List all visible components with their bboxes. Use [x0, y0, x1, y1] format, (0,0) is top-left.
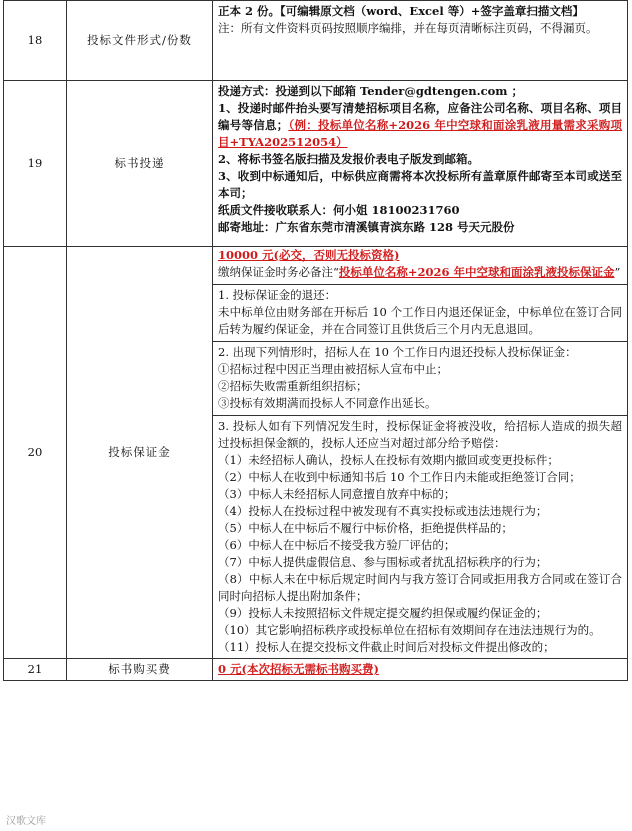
table-row — [4, 1, 628, 81]
deposit-remark — [218, 264, 622, 281]
list-item: （8）中标人未在中标后规定时间内与我方签订合同或拒用我方合同或在签订合同时向招标人提出附加条件； — [218, 572, 622, 603]
deposit-remark-required: 投标单位名称+2026 年中空球和面涂乳液投标保证金 — [338, 265, 615, 279]
row-content — [213, 247, 628, 659]
row-content — [213, 659, 628, 681]
refund-title: 1. 投标保证金的退还： — [218, 288, 337, 302]
list-item: （11）投标人在提交投标文件截止时间后对投标文件提出修改的； — [218, 640, 555, 654]
table-row — [4, 659, 628, 681]
list-item: （3）中标人未经招标人同意擅自放弃中标的； — [218, 487, 456, 501]
row-number: 20 — [4, 247, 67, 659]
list-item: ③投标有效期满而投标人不同意作出延长。 — [218, 396, 437, 410]
contact-person: 纸质文件接收联系人：何小姐 18100231760 — [218, 203, 460, 217]
list-item: （2）中标人在收到中标通知书后 10 个工作日内未能或拒绝签订合同； — [218, 470, 581, 484]
mail-originals-rule: 3、收到中标通知后，中标供应商需将本次投标所有盖章原件邮寄至本司或送至本司； — [218, 169, 622, 200]
deposit-amount-block — [213, 247, 627, 281]
email-subject-text: 1、投递时邮件抬头要写清楚招标项目名称，应备注公司名称、项目名称、项目编号等信息； — [218, 101, 622, 132]
deposit-amount: 10000 元(必交，否则无投标资格) — [218, 248, 400, 262]
row-number: 18 — [4, 1, 67, 81]
forfeiture-title: 3. 投标人如有下列情况发生时，投标保证金将被没收，给招标人造成的损失超过投标担保金额的，投标人还应当对超过部分给予赔偿： — [218, 419, 622, 450]
list-item: ②招标失败需重新组织招标； — [218, 379, 368, 393]
row-number: 19 — [4, 81, 67, 247]
refund-body: 未中标单位由财务部在开标后 10 个工作日内退还保证金，中标单位在签订合同后转为履约保证金，并在合同签订且供货后三个月内无息退回。 — [218, 305, 622, 336]
copies-line: 正本 2 份。【可编辑原文档（word、Excel 等）+签字盖章扫描文档】 — [218, 4, 584, 18]
row-item-title: 标书购买费 — [67, 659, 213, 681]
row-content — [213, 1, 628, 81]
tender-terms-table — [3, 0, 628, 681]
forfeiture-block — [213, 415, 627, 656]
list-item: （9）投标人未按照招标文件规定提交履约担保或履约保证金的； — [218, 606, 548, 620]
watermark-logo: 汉歌文库 — [6, 816, 46, 827]
list-item: （4）投标人在投标过程中被发现有不真实投标或违法违规行为； — [218, 504, 548, 518]
delivery-method: 投递方式：投递到以下邮箱 Tender@gdtengen.com ； — [218, 84, 523, 98]
table-row — [4, 81, 628, 247]
email-subject-example: （例：投标单位名称+2026 年中空球和面涂乳液用量需求采购项目+TYA202512054） — [218, 118, 622, 149]
email-scan-rule: 2、将标书签名版扫描及发报价表电子版发到邮箱。 — [218, 152, 479, 166]
refund-conditions-block — [213, 341, 627, 412]
mailing-address: 邮寄地址：广东省东莞市清溪镇青滨东路 128 号天元股份 — [218, 220, 515, 234]
row-number: 21 — [4, 659, 67, 681]
refund-conditions-title: 2. 出现下列情形时，招标人在 10 个工作日内退还投标人投标保证金： — [218, 345, 577, 359]
list-item: （6）中标人在中标后不接受我方验厂评估的； — [218, 538, 456, 552]
deposit-remark-suffix: ” — [614, 265, 621, 279]
list-item: （5）中标人在中标后不履行中标价格，拒绝提供样品的； — [218, 521, 513, 535]
tender-fee-value: 0 元(本次招标无需标书购买费) — [218, 662, 379, 676]
row-content — [213, 81, 628, 247]
refund-block — [213, 284, 627, 338]
page-number-note: 注：所有文件资料页码按照顺序编排，并在每页清晰标注页码，不得漏页。 — [218, 21, 598, 35]
deposit-remark-prefix: 缴纳保证金时务必备注“ — [218, 265, 339, 279]
row-item-title: 标书投递 — [67, 81, 213, 247]
email-subject-rule — [218, 100, 622, 151]
row-item-title: 投标保证金 — [67, 247, 213, 659]
list-item: （7）中标人提供虚假信息、参与围标或者扰乱招标秩序的行为； — [218, 555, 548, 569]
list-item: （10）其它影响招标秩序或投标单位在招标有效期间存在违法违规行为的。 — [218, 623, 601, 637]
table-row — [4, 247, 628, 659]
list-item: ①招标过程中因正当理由被招标人宣布中止； — [218, 362, 448, 376]
list-item: （1）未经招标人确认，投标人在投标有效期内撤回或变更投标件； — [218, 453, 559, 467]
row-item-title: 投标文件形式/份数 — [67, 1, 213, 81]
